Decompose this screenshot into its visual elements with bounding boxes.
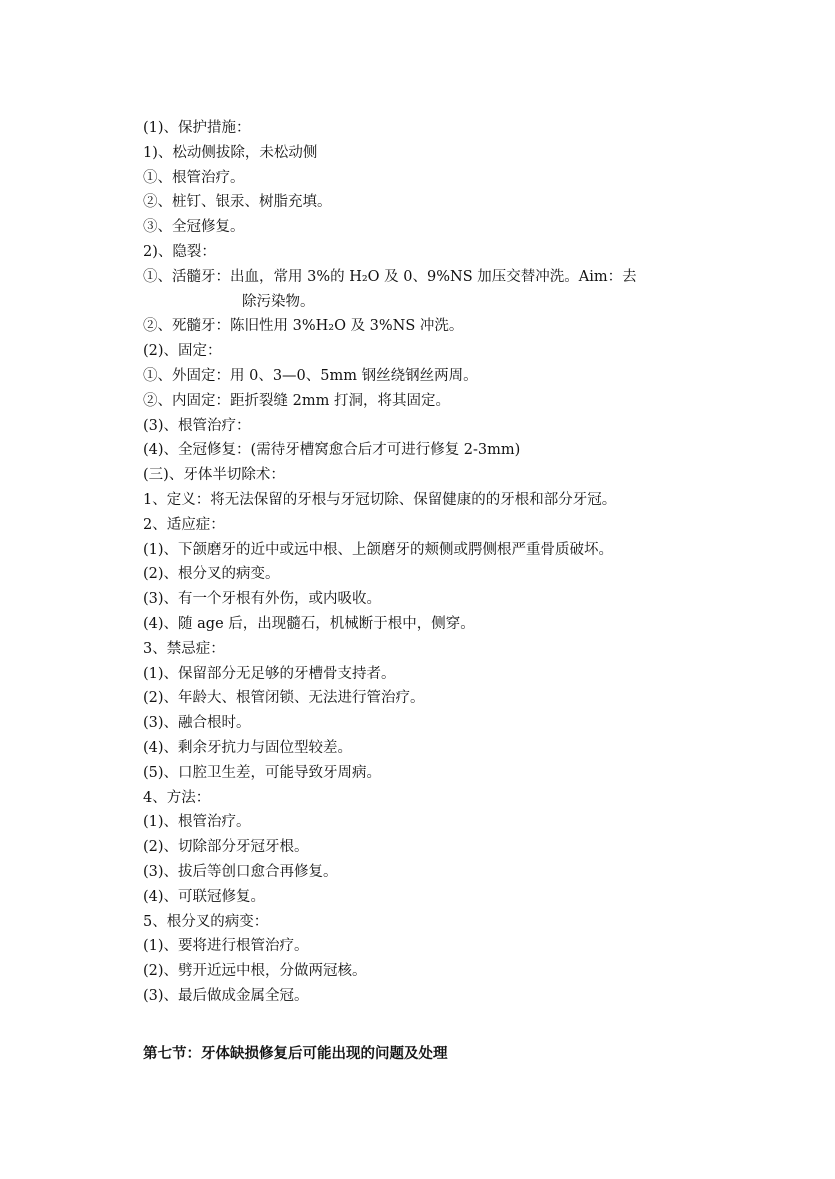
text-line: (1)、保留部分无足够的牙槽骨支持者。 [143,665,396,682]
text-line: 2)、隐裂： [143,243,216,260]
document-body [143,116,703,1009]
text-line: (3)、有一个牙根有外伤，或内吸收。 [143,591,382,608]
text-line: (三)、牙体半切除术： [143,467,285,484]
text-line: ②、死髓牙：陈旧性用 3%H₂O 及 3%NS 冲洗。 [143,318,464,335]
text-line: (3)、拔后等创口愈合再修复。 [143,863,338,880]
text-line: (4)、随 age 后，出现髓石，机械断于根中，侧穿。 [143,615,475,632]
text-line: ②、内固定：距折裂缝 2mm 打洞，将其固定。 [143,392,450,409]
text-line: (4)、可联冠修复。 [143,888,266,905]
text-line: ③、全冠修复。 [143,219,245,236]
text-line: (5)、口腔卫生差，可能导致牙周病。 [143,764,382,781]
text-line: (2)、固定： [143,343,222,360]
text-line: ①、外固定：用 0、3—0、5mm 钢丝绕钢丝两周。 [143,367,478,384]
text-line: (1)、要将进行根管治疗。 [143,938,309,955]
text-line: (4)、全冠修复：(需待牙槽窝愈合后才可进行修复 2-3mm) [143,442,521,459]
section-heading: 第七节：牙体缺损修复后可能出现的问题及处理 [143,1046,448,1062]
text-line: (2)、年龄大、根管闭锁、无法进行管治疗。 [143,690,425,707]
text-line: 2、适应症： [143,516,225,533]
text-line: 1)、松动侧拔除，未松动侧 [143,144,318,161]
text-line: (2)、劈开近远中根，分做两冠核。 [143,963,367,980]
text-line: 3、禁忌症： [143,640,225,657]
text-line: (3)、根管治疗： [143,417,251,434]
text-line: (3)、融合根时。 [143,715,251,732]
text-line: 5、根分叉的病变： [143,913,269,930]
text-line: (1)、保护措施： [143,120,251,136]
text-line: ②、桩钉、银汞、树脂充填。 [143,194,332,211]
text-line: 4、方法： [143,789,211,806]
text-line: (1)、下颌磨牙的近中或远中根、上颌磨牙的颊侧或腭侧根严重骨质破坏。 [143,541,614,558]
text-line: 1、定义：将无法保留的牙根与牙冠切除、保留健康的的牙根和部分牙冠。 [143,491,617,508]
text-line: ①、活髓牙：出血，常用 3%的 H₂O 及 0、9%NS 加压交替冲洗。Aim：去 [143,268,637,285]
text-line: (1)、根管治疗。 [143,814,251,831]
text-line: (2)、切除部分牙冠牙根。 [143,839,309,856]
text-line: (4)、剩余牙抗力与固位型较差。 [143,739,353,756]
text-line: (3)、最后做成金属全冠。 [143,987,309,1004]
text-line-continuation: 除污染物。 [242,293,315,310]
text-line: ①、根管治疗。 [143,169,245,186]
text-line: (2)、根分叉的病变。 [143,566,280,583]
